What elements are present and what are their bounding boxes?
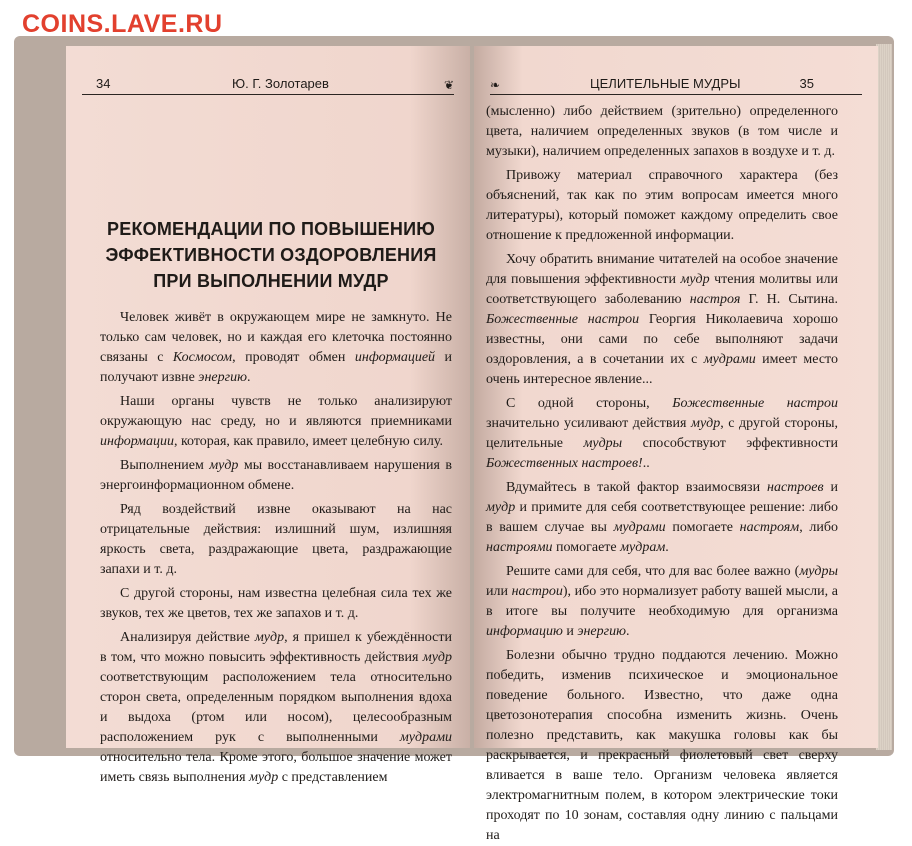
running-head-book-title: ЦЕЛИТЕЛЬНЫЕ МУДРЫ (590, 76, 741, 91)
left-page (66, 46, 470, 785)
paragraph: (мысленно) либо действием (зрительно) определенного цвета, наличием определенных звуков (в том числе и музыки), наличием определенных запахов в воздухе и т. д. (486, 104, 838, 159)
right-page (474, 46, 878, 843)
page-number-left: 34 (96, 76, 111, 91)
paragraph: Ряд воздействий извне оказывают на нас отрицательные действия: излишний шум, излишняя яркость света, раздражающие цвета, раздражающие запахи и т. д. (100, 502, 452, 577)
paragraph: С другой стороны, нам известна целебная сила тех же звуков, тех же цветов, тех же запахов и т. д. (100, 586, 452, 621)
left-body-text (100, 308, 452, 788)
ornament-icon: ❧ (490, 78, 501, 92)
page-edges (876, 44, 892, 750)
page-number-right: 35 (799, 76, 814, 91)
paragraph: Человек живёт в окружающем мире не замкнуто. Не только сам человек, но и каждая его клеточка постоянно связаны с Космосом, проводят обмен информацией и получают извне энергию. (100, 310, 453, 385)
chapter-title-line: РЕКОМЕНДАЦИИ ПО ПОВЫШЕНИЮ (107, 219, 435, 239)
chapter-title-line: ЭФФЕКТИВНОСТИ ОЗДОРОВЛЕНИЯ (105, 245, 437, 265)
running-header-left (82, 72, 454, 95)
right-body-text (486, 102, 838, 846)
chapter-title-line: ПРИ ВЫПОЛНЕНИИ МУДР (153, 271, 389, 291)
paragraph: Решите сами для себя, что для вас более важно (мудры или настрои), ибо это нормализует работу вашей мысли, а в итоге вы получите необходимую для организма информацию и энергию. (486, 564, 838, 639)
paragraph: Анализируя действие мудр, я пришел к убеждённости в том, что можно повысить эффективность действия мудр соответствующим расположением тела относительно сторон света, определенным порядком выполнения вдоха и выдоха (ртом или носом), целесообразным расположением рук с выполненными мудрами относительно тела. Кроме этого, большое значение может иметь связь выполнения мудр с представлением (100, 630, 453, 785)
running-header-right (490, 72, 862, 95)
paragraph: Наши органы чувств не только анализируют окружающую нас среду, но и являются приемниками информации, которая, как правило, имеет целебную силу. (100, 394, 452, 449)
open-book (14, 36, 894, 843)
running-head-author: Ю. Г. Золотарев (232, 76, 329, 91)
chapter-title (96, 216, 446, 294)
watermark: COINS.LAVE.RU (22, 10, 223, 38)
ornament-icon: ❦ (443, 78, 454, 92)
paragraph: Болезни обычно трудно поддаются лечению. Можно победить, изменив психическое и эмоциональное поведение больного. Известно, что даже одна цветозонотерапия способна изменить жизнь. Очень полезно представить, как макушка головы как бы раскрывается, и прекрасный фиолетовый свет сверху вливается в ваше тело. Организм человека является электромагнитным полем, в котором электрические токи проходят по 10 зонам, составляя одну линию с пальцами на (486, 648, 838, 843)
paragraph: Выполнением мудр мы восстанавливаем нарушения в энергоинформационном обмене. (100, 458, 452, 493)
paragraph: Хочу обратить внимание читателей на особое значение для повышения эффективности мудр чтения молитвы или соответствующего заболеванию настроя Г. Н. Сытина. Божественные настрои Георгия Николаевича хорошо известны, они сами по себе выполняют задачи оздоровления, а в сочетании их с мудрами имеет место очень интересное явление... (486, 252, 838, 387)
paragraph: Вдумайтесь в такой фактор взаимосвязи настроев и мудр и примите для себя соответствующее решение: либо в вашем случае вы мудрами помогаете настроям, либо настроями помогаете мудрам. (486, 480, 838, 555)
paragraph: Привожу материал справочного характера (без объяснений, так как по этим вопросам имеется много литературы), который поможет каждому определить свое отношение к предложенной информации. (486, 168, 838, 243)
paragraph: С одной стороны, Божественные настрои значительно усиливают действия мудр, с другой стороны, целительные мудры способствуют эффективности Божественных настроев!.. (486, 396, 839, 471)
